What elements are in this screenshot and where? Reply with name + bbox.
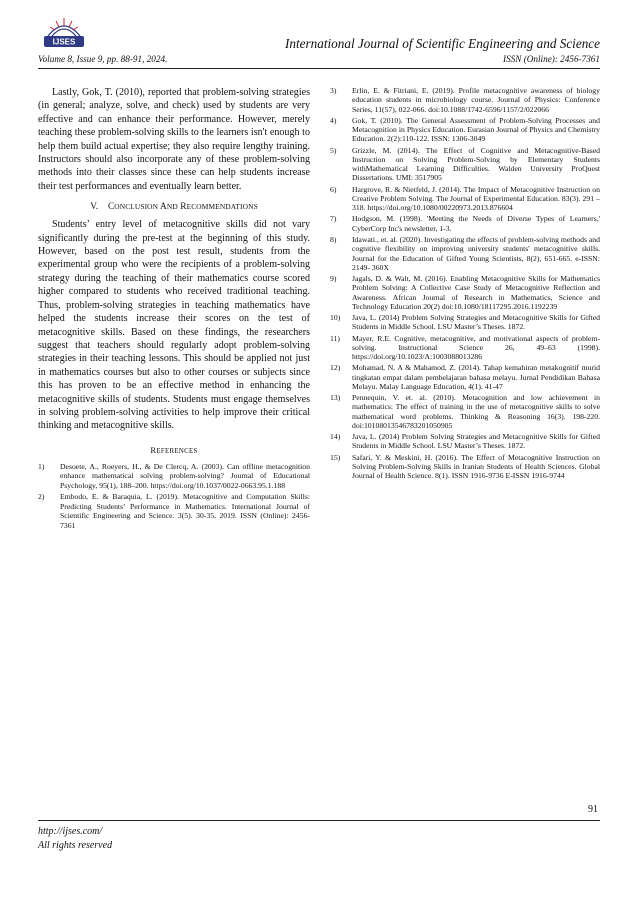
reference-text: Idawati., et. al. (2020). Investigating the effects of problem-solving methods and cognitive flexibility on improving university students' metacognitive skills. Journal for the Education of Gifted Young Scientists, 8(2), 651-665. e-ISSN: 2149- 360X	[352, 234, 600, 272]
reference-text: Safari, Y. & Meskini, H. (2016). The Effect of Metacognitive Instruction on Solving Problem-Solving Skills in Iranian Students of Health Sciences. Global Journal of Health Science. 8(1). ISSN 1916-9736 E-ISSN 1916-9744	[352, 452, 600, 481]
reference-item	[330, 214, 600, 233]
reference-number: 13)	[330, 393, 341, 403]
references-heading: REFERENCES	[150, 444, 198, 455]
reference-number: 3)	[330, 86, 337, 95]
issn-info: ISSN (Online): 2456-7361	[503, 54, 600, 64]
journal-logo	[38, 14, 90, 54]
reference-text: Hargrove, R. & Nietfeld, J. (2014). The Impact of Metacognitive Instruction on Creative Problem Solving. The Journal of Experimental Education. 83(3). 291 – 318. https://doi.org/10.1080/00220973.2013.876604	[352, 184, 600, 213]
reference-list-left	[38, 462, 310, 530]
paragraph-conclusion: Students’ entry level of metacognitive skills did not vary significantly during the pre-test at the beginning of this study. However, based on the post test result, students from the experimental group who were the recipients of a problem-solving strategy during the teaching of their mathematics course scored higher compared to students who received traditional teaching. Thus, problem-solving strategies in teaching mathematics have helped the students increase their scores on the test of metacognitive skills. Based on these findings, the researchers suggest that teachers should regularly adopt problem-solving strategies in their teaching lessons. This should be applied not just in mathematics courses but also to other courses or subjects since this has proven to be an effective method in enhancing the metacognitive skills of students. Students must engage themselves in solving problem-solving activities to help improve their critical thinking and metacognitive skills.	[38, 219, 310, 432]
reference-number: 1)	[38, 461, 45, 471]
reference-text: Gok, T. (2010). The General Assessment of Problem-Solving Processes and Metacognition in Physics Education. Eurasian Journal of Physics and Chemistry Education. 2(2):110-122. ISSN: 1306-3049	[352, 115, 600, 144]
reference-item	[330, 334, 600, 362]
footer-divider	[38, 820, 600, 821]
reference-text: Embodo, E. & Baraquia, L. (2019). Metacognitive and Computation Skills: Predicting Students’ Performance in Mathematics. International Journal of Scientific Engineering and Science. 3(5). 30-35, 2019. ISSN (Online): 2456-7361	[60, 492, 310, 530]
reference-item	[38, 462, 310, 490]
reference-text: Grizzle, M. (2014). The Effect of Cognitive and Metacognitive-Based Instruction on Solving Problem-Solving by Elementary Students withMathematical Learning Difficulties. Walden University ProQuest Dissertations. UMI: 3517905	[352, 145, 600, 183]
reference-number: 7)	[330, 214, 337, 224]
reference-text: Erlin, E. & Fitriani, E. (2019). Profile metacognitive awareness of biology education students in microbiology course. Journal of Physics: Conference Series, 11(57), 022-066. doi:10.1088/1742-6596/1157/2/022066	[352, 86, 600, 114]
logo-text: IJSES	[52, 37, 76, 47]
paragraph-discussion: Lastly, Gok, T. (2010), reported that problem-solving strategies (in general; analyze, solve, and check) used by students are very effective and can enhance their performance. However, merely teaching these problem-solving skills to the learners isn't enough to help them build actual expertise; they also require lengthy training. Instructors should also incorporate any of these problem-solving methods into their classes since these can help students increase their test performances and eventually learn better.	[38, 87, 310, 192]
reference-number: 9)	[330, 273, 337, 283]
reference-text: Hodgson, M. (1998). 'Meeting the Needs of Diverse Types of Learners,' CyberCorp Inc's newsletter, 1-3.	[352, 214, 600, 233]
reference-item	[330, 185, 600, 213]
section-number: V.	[90, 202, 99, 213]
reference-number: 15)	[330, 452, 341, 462]
reference-text: Mayer, R.E. Cognitive, metacognitive, and motivational aspects of problem-solving. Instructional Science 26, 49–63 (1998). https://doi.org/10.1023/A:1003088013286	[352, 333, 600, 362]
reference-item	[330, 393, 600, 430]
reference-item	[330, 274, 600, 311]
reference-number: 4)	[330, 115, 337, 125]
left-column	[38, 86, 310, 532]
reference-text: Mohamad, N. A & Mahamod, Z. (2014). Tahap kemahiran metakognitif murid tingkatan empat dalam pembelajaran bahasa melayu. Jurnal Pendidikan Bahasa Melayu. Malay Language Education, 4(1). 41-47	[352, 363, 600, 391]
section-heading	[38, 202, 310, 212]
footer-rights: All rights reserved	[38, 840, 113, 851]
reference-number: 8)	[330, 234, 337, 244]
reference-number: 2)	[38, 492, 45, 502]
reference-item	[330, 363, 600, 391]
footer-url: http://ijses.com/	[38, 826, 103, 837]
reference-number: 14)	[330, 432, 341, 442]
reference-number: 12)	[330, 363, 341, 373]
reference-item	[38, 492, 310, 530]
reference-item	[330, 432, 600, 451]
reference-number: 11)	[330, 333, 340, 343]
reference-text: Java, L. (2014) Problem Solving Strategies and Metacognitive Skills for Gifted Students in Middle School. LSU Master’s Theses. 1872.	[352, 432, 600, 451]
reference-text: Jagals, D. & Walt, M. (2016). Enabling Metacognitive Skills for Mathematics Problem Solving: A Collective Case Study of Metacognitive Reflection and Awareness. African Journal of Research in Mathematics, Science and Technology Education 20(2) doi:10.1080/18117295.2016.1192239	[352, 273, 600, 311]
volume-info: Volume 8, Issue 9, pp. 88-91, 2024.	[38, 54, 168, 64]
reference-item	[330, 235, 600, 272]
reference-list-right	[330, 86, 600, 481]
page-number: 91	[588, 804, 598, 815]
right-column	[330, 86, 600, 482]
reference-number: 10)	[330, 313, 341, 323]
reference-text: Pennequin, V. et. al. (2010). Metacognition and low achievement in mathematics: The effect of training in the use of metacognitive skills to solve mathematical word problems. Thinking & Reasoning 16(3). 198-220. doi:10108013546783201050905	[352, 393, 600, 430]
reference-item	[330, 86, 600, 114]
journal-title: International Journal of Scientific Engineering and Science	[285, 36, 600, 51]
reference-number: 5)	[330, 145, 337, 155]
reference-text: Java, L. (2014) Problem Solving Strategies and Metacognitive Skills for Gifted Students in Middle School. LSU Master’s Theses. 1872.	[352, 313, 600, 332]
reference-item	[330, 453, 600, 481]
reference-item	[330, 146, 600, 183]
header-divider	[38, 68, 600, 69]
reference-item	[330, 116, 600, 144]
section-title: CONCLUSION AND RECOMMENDATIONS	[107, 202, 258, 213]
reference-text: Desoete, A., Roeyers, H., & De Clercq, A. (2003). Can offline metacognition enhance mathematical solving problem-solving? Journal of Educational Psychology, 95(1), 188–200. https://doi.org/10.1037/0022-0663.95.1.188	[60, 461, 310, 490]
reference-number: 6)	[330, 184, 337, 194]
reference-item	[330, 313, 600, 332]
